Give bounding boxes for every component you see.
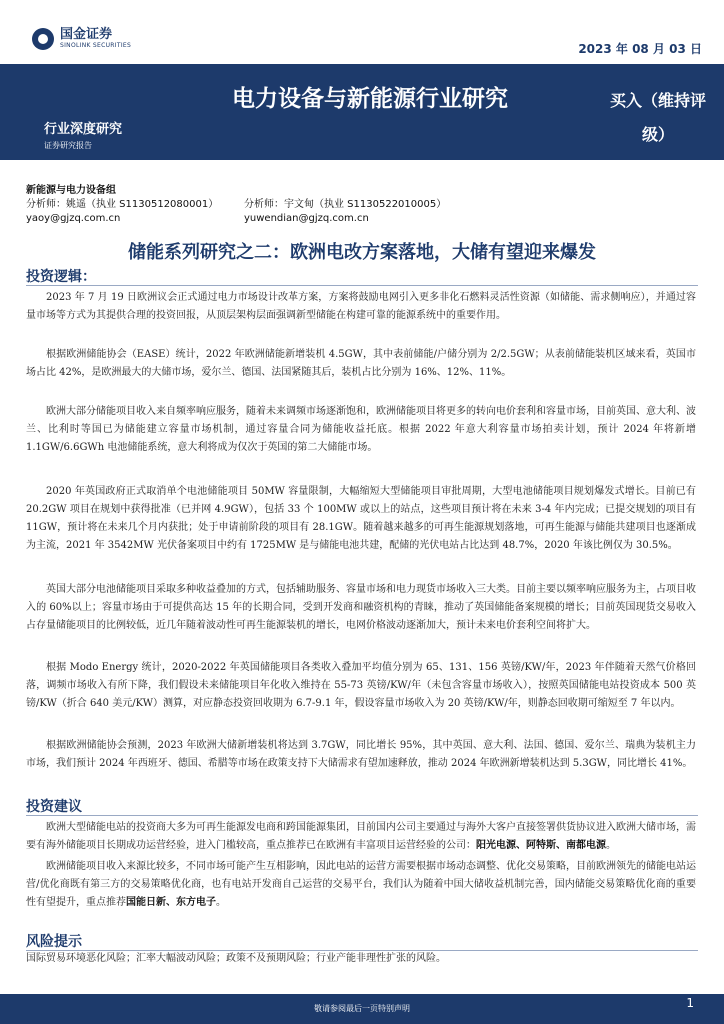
risk-text: 国际贸易环境恶化风险；汇率大幅波动风险；政策不及预期风险；行业产能非理性扩张的风险。: [26, 953, 446, 964]
report-subtype: 证券研究报告: [44, 141, 92, 150]
industry-title: 电力设备与新能源行业研究: [232, 86, 508, 112]
paragraph-3: 欧洲大部分储能项目收入来自频率响应服务，随着未来调频市场逐渐饱和，欧洲储能项目将更多的转向电价套利和容量市场，目前英国、意大利、波兰、比利时等国已为储能建立容量市场机制，通过容量合同为储能收益托底。根据 2022 年意大利容量市场拍卖计划，预计 2024 年将新增 1.1GW/6.6GWh 电池储能系统，意大利将成为仅次于英国的第二大储能市场。: [26, 406, 696, 453]
section-investment-logic: 投资逻辑：: [26, 269, 96, 285]
paragraph-8: 欧洲大型储能电站的投资商大多为可再生能源发电商和跨国能源集团，目前国内公司主要通过与海外大客户直接签署供货协议进入欧洲大储市场，需要有海外储能项目长期成功运营经验，进入门槛较高，重点推荐已在欧洲有丰富项目运营经验的公司：阳光电源、阿特斯、南都电源。: [26, 822, 696, 851]
report-date: 2023 年 08 月 03 日: [578, 42, 702, 56]
team-name: 新能源与电力设备组: [26, 185, 116, 196]
analyst-block: [26, 184, 446, 226]
analyst-2: 分析师：宇文甸（执业 S1130522010005）: [244, 199, 447, 210]
section-divider: [26, 950, 698, 951]
recommended-stocks-2: 国能日新、东方电子: [126, 897, 216, 908]
analyst-1-email[interactable]: yaoy@gjzq.com.cn: [26, 213, 121, 224]
paragraph-7: 根据欧洲储能协会预测，2023 年欧洲大储新增装机将达到 3.7GW，同比增长 95%，其中英国、意大利、法国、德国、爱尔兰、瑞典为装机主力市场，我们预计 2024 年西班牙、德国、希腊等市场在政策支持下大储需求有望加速释放，推动 2024 年欧洲新增装机达到 5.3GW，同比增长 41%。: [26, 740, 696, 769]
paragraph-9: 欧洲储能项目收入来源比较多，不同市场可能产生互相影响，因此电站的运营方需要根据市场动态调整、优化交易策略，目前欧洲领先的储能电站运营/优化商既有第三方的交易策略优化商，也有电站开发商自己运营的交易平台，我们认为随着中国大储收益机制完善，国内储能交易策略优化商的重要性有望提升，重点推荐国能日新、东方电子。: [26, 861, 696, 908]
paragraph-4: 2020 年英国政府正式取消单个电池储能项目 50MW 容量限制，大幅缩短大型储能项目审批周期，大型电池储能项目规划爆发式增长。目前已有 20.2GW 项目在规划中获得批准（已并网 4.9GW），包括 33 个 100MW 或以上的站点，这些项目预计将在未来 3-4 年内完成；已提交规划的项目有 11GW，预计将在未来几个月内获批；处于申请前阶段的项目有 28.1GW。随着越来越多的可再生能源规划落地，可再生能源与储能共建项目也逐渐成为主流，2021 年 3542MW 光伏备案项目中约有 1725MW 是与储能电池共建，配储的光伏电站占比达到 48.7%，2020 年该比例仅为 30.5%。: [26, 486, 696, 551]
logo-name-en: SINOLINK SECURITIES: [60, 42, 132, 49]
company-logo: [32, 28, 131, 50]
paragraph-1: 2023 年 7 月 19 日欧洲议会正式通过电力市场设计改革方案，方案将鼓励电网引入更多非化石燃料灵活性资源（如储能、需求侧响应），并通过容量市场等方式为其提供合理的投资回报，从顶层架构层面强调新型储能在构建可靠的能源系统中的重要作用。: [26, 292, 696, 321]
footer-disclaimer[interactable]: 敬请参阅最后一页特别声明: [314, 1004, 410, 1013]
section-divider: [26, 815, 698, 816]
report-type: 行业深度研究: [44, 122, 123, 137]
paragraph-6: 根据 Modo Energy 统计，2020-2022 年英国储能项目各类收入叠加平均值分别为 65、131、156 英镑/KW/年，2023 年伴随着天然气价格回落，调频市场收入有所下降，我们假设未来储能项目年化收入维持在 55-73 英镑/KW/年（未包含容量市场收入），按照英国储能电站投资成本 500 英镑/KW（折合 640 美元/KW）测算，对应静态投资回收期为 6.7-9.1 年，假设容量市场收入为 20 英镑/KW/年，则静态回收期可缩短至 7 年以内。: [26, 662, 696, 709]
section-risk: 风险提示: [26, 934, 82, 950]
analyst-2-email[interactable]: yuwendian@gjzq.com.cn: [244, 213, 369, 224]
rating-label: 买入（维持评级）: [609, 91, 706, 144]
page-number: 1: [686, 996, 694, 1010]
report-title: 储能系列研究之二：欧洲电改方案落地，大储有望迎来爆发: [128, 242, 596, 263]
section-divider: [26, 285, 698, 286]
report-header: [0, 0, 724, 168]
recommended-stocks-1: 阳光电源、阿特斯、南都电源: [476, 840, 606, 851]
logo-icon: [32, 28, 54, 50]
logo-name-cn: 国金证券: [60, 27, 113, 42]
analyst-1: 分析师：姚遥（执业 S1130512080001）: [26, 199, 219, 210]
section-investment-advice: 投资建议: [26, 799, 82, 815]
paragraph-2: 根据欧洲储能协会（EASE）统计，2022 年欧洲储能新增装机 4.5GW，其中表前储能/户储分别为 2/2.5GW；从表前储能装机区域来看，英国市场占比 42%，是欧洲最大的大储市场，爱尔兰、德国、法国紧随其后，装机占比分别为 16%、12%、11%。: [26, 349, 696, 378]
paragraph-5: 英国大部分电池储能项目采取多种收益叠加的方式，包括辅助服务、容量市场和电力现货市场收入三大类。目前主要以频率响应服务为主，占项目收入的 60%以上；容量市场由于可提供高达 15 年的长期合同，受到开发商和融资机构的青睐，推动了英国储能备案规模的增长；目前英国现货交易收入占存量储能项目的比例较低，近几年随着波动性可再生能源装机的增长，电网价格波动逐渐加大，预计未来电价套利空间将扩大。: [26, 584, 696, 631]
